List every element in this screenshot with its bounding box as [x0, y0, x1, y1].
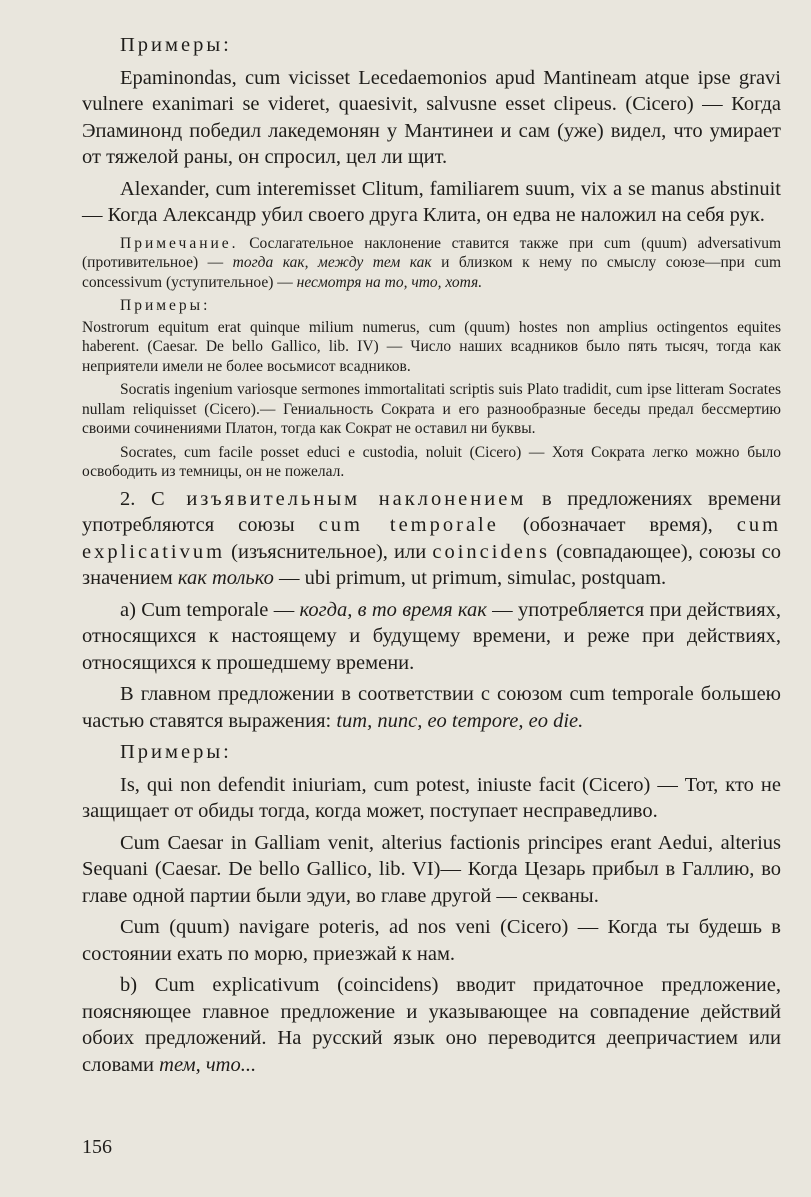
paragraph-navigare: Cum (quum) navigare poteris, ad nos veni (Cicero) — Когда ты будешь в состоянии ехать по морю, приезжай к нам.	[82, 916, 781, 965]
section-2-spaced-a: С изъявительным наклонением	[151, 487, 527, 510]
section-2-spaced-b: cum temporale	[318, 514, 499, 536]
section-2-text-c: (изъяснительное), или	[231, 540, 427, 563]
paragraph-alexander: Alexander, cum interemisset Clitum, familiarem suum, vix a se manus abstinuit — Когда Александр убил своего друга Клита, он едва не наложил на себя рук.	[82, 177, 781, 226]
paragraph-is-qui: Is, qui non defendit iniuriam, cum potest, iniuste facit (Cicero) — Тот, кто не защищает от обиды тогда, когда может, поступает несправедливо.	[82, 773, 781, 822]
page-number: 156	[82, 1136, 112, 1158]
note-paragraph	[82, 234, 781, 293]
cum-temporale-italic: когда, в то время как	[299, 598, 487, 621]
cum-temporale-rest: — употребляется при действиях, относящихся к настоящему и будущему времени, и реже при действиях, относящихся к прошедшему времени.	[82, 598, 782, 674]
note-italic-a: тогда как, между тем как	[232, 254, 432, 271]
note-italic-b: несмотря на то, что, хотя.	[296, 273, 483, 291]
small-example-nostrorum: Nostrorum equitum erat quinque milium numerus, cum (quum) hostes non amplius octingentos equites haberent. (Caesar. De bello Gallico, lib. IV) — Число наших всадников было пять тысяч, тогда как неприятели имели не более восьмисот всадников.	[82, 318, 781, 375]
section-2-paragraph	[82, 486, 781, 592]
section-2-text-b: (обозначает время),	[522, 514, 713, 536]
small-example-socratis: Socratis ingenium variosque sermones immortalitati scriptis suis Plato tradidit, cum ipse litteram Socrates nullam reliquisset (Cicero).— Гениальность Сократа и его разнообразные беседы предал бессмертию своими сочинениями Платон, тогда как Сократ не оставил ни буквы.	[82, 381, 781, 437]
section-2-text-a: в предложениях времени употребляются союзы	[82, 487, 782, 536]
section-2-text-d: (совпадающее), союзы со значением	[82, 540, 781, 589]
examples-heading-2: Примеры:	[120, 297, 211, 314]
small-example-socrates: Socrates, cum facile posset educi e custodia, noluit (Cicero) — Хотя Сократа легко можно было освободить из темницы, он не пожелал.	[82, 443, 781, 480]
paragraph-cum-temporale	[82, 597, 781, 677]
paragraph-cum-explicativum	[82, 972, 781, 1078]
main-clause-italic: tum, nunc, eo tempore, eo die.	[336, 709, 584, 732]
explicativum-italic: тем, что...	[159, 1053, 257, 1076]
section-2-number: 2.	[120, 487, 136, 510]
paragraph-cum-caesar: Cum Caesar in Galliam venit, alterius factionis principes erant Aedui, alterius Sequani (Caesar. De bello Gallico, lib. VI)— Когда Цезарь прибыл в Галлию, во главе одной партии были эдуи, во главе другой — секваны.	[82, 831, 781, 907]
section-2-text-e: — ubi primum, ut primum, simulac, postquam.	[278, 567, 667, 589]
examples-heading-3: Примеры:	[120, 741, 232, 763]
main-clause-text: В главном предложении в соответствии с союзом cum temporale большею частью ставятся выражения:	[82, 683, 781, 732]
paragraph-main-clause	[82, 681, 781, 734]
section-2-spaced-d: coincidens	[432, 540, 551, 563]
paragraph-epaminondas: Epaminondas, cum vicisset Lecedaemonios apud Mantineam atque ipse gravi vulnere exanimari se videret, quaesivit, salvusne esset clipeus. (Cicero) — Когда Эпаминонд победил лакедемонян у Мантинеи и сам (уже) видел, что умирает от тяжелой раны, он спросил, цел ли щит.	[82, 66, 781, 168]
note-block	[82, 234, 781, 482]
note-text-a: Сослагательное наклонение ставится также при cum (quum) adversativum (противительное) —	[82, 234, 781, 271]
note-text-b: и близком к нему по смыслу союзе—при cum concessivum (уступительное) —	[82, 254, 782, 291]
cum-temporale-lead: a) Cum temporale —	[120, 598, 295, 621]
note-label: Примечание.	[120, 234, 239, 252]
section-2-italic-d: как только	[177, 567, 274, 589]
examples-heading-1: Примеры:	[120, 34, 232, 56]
section-2-spaced-c: cum explicativum	[82, 514, 782, 563]
explicativum-text: b) Cum explicativum (coincidens) вводит придаточное предложение, поясняющее главное предложение и указывающее на совпадение действий обоих предложений. На русский язык оно переводится деепричастием или словами	[82, 974, 781, 1076]
